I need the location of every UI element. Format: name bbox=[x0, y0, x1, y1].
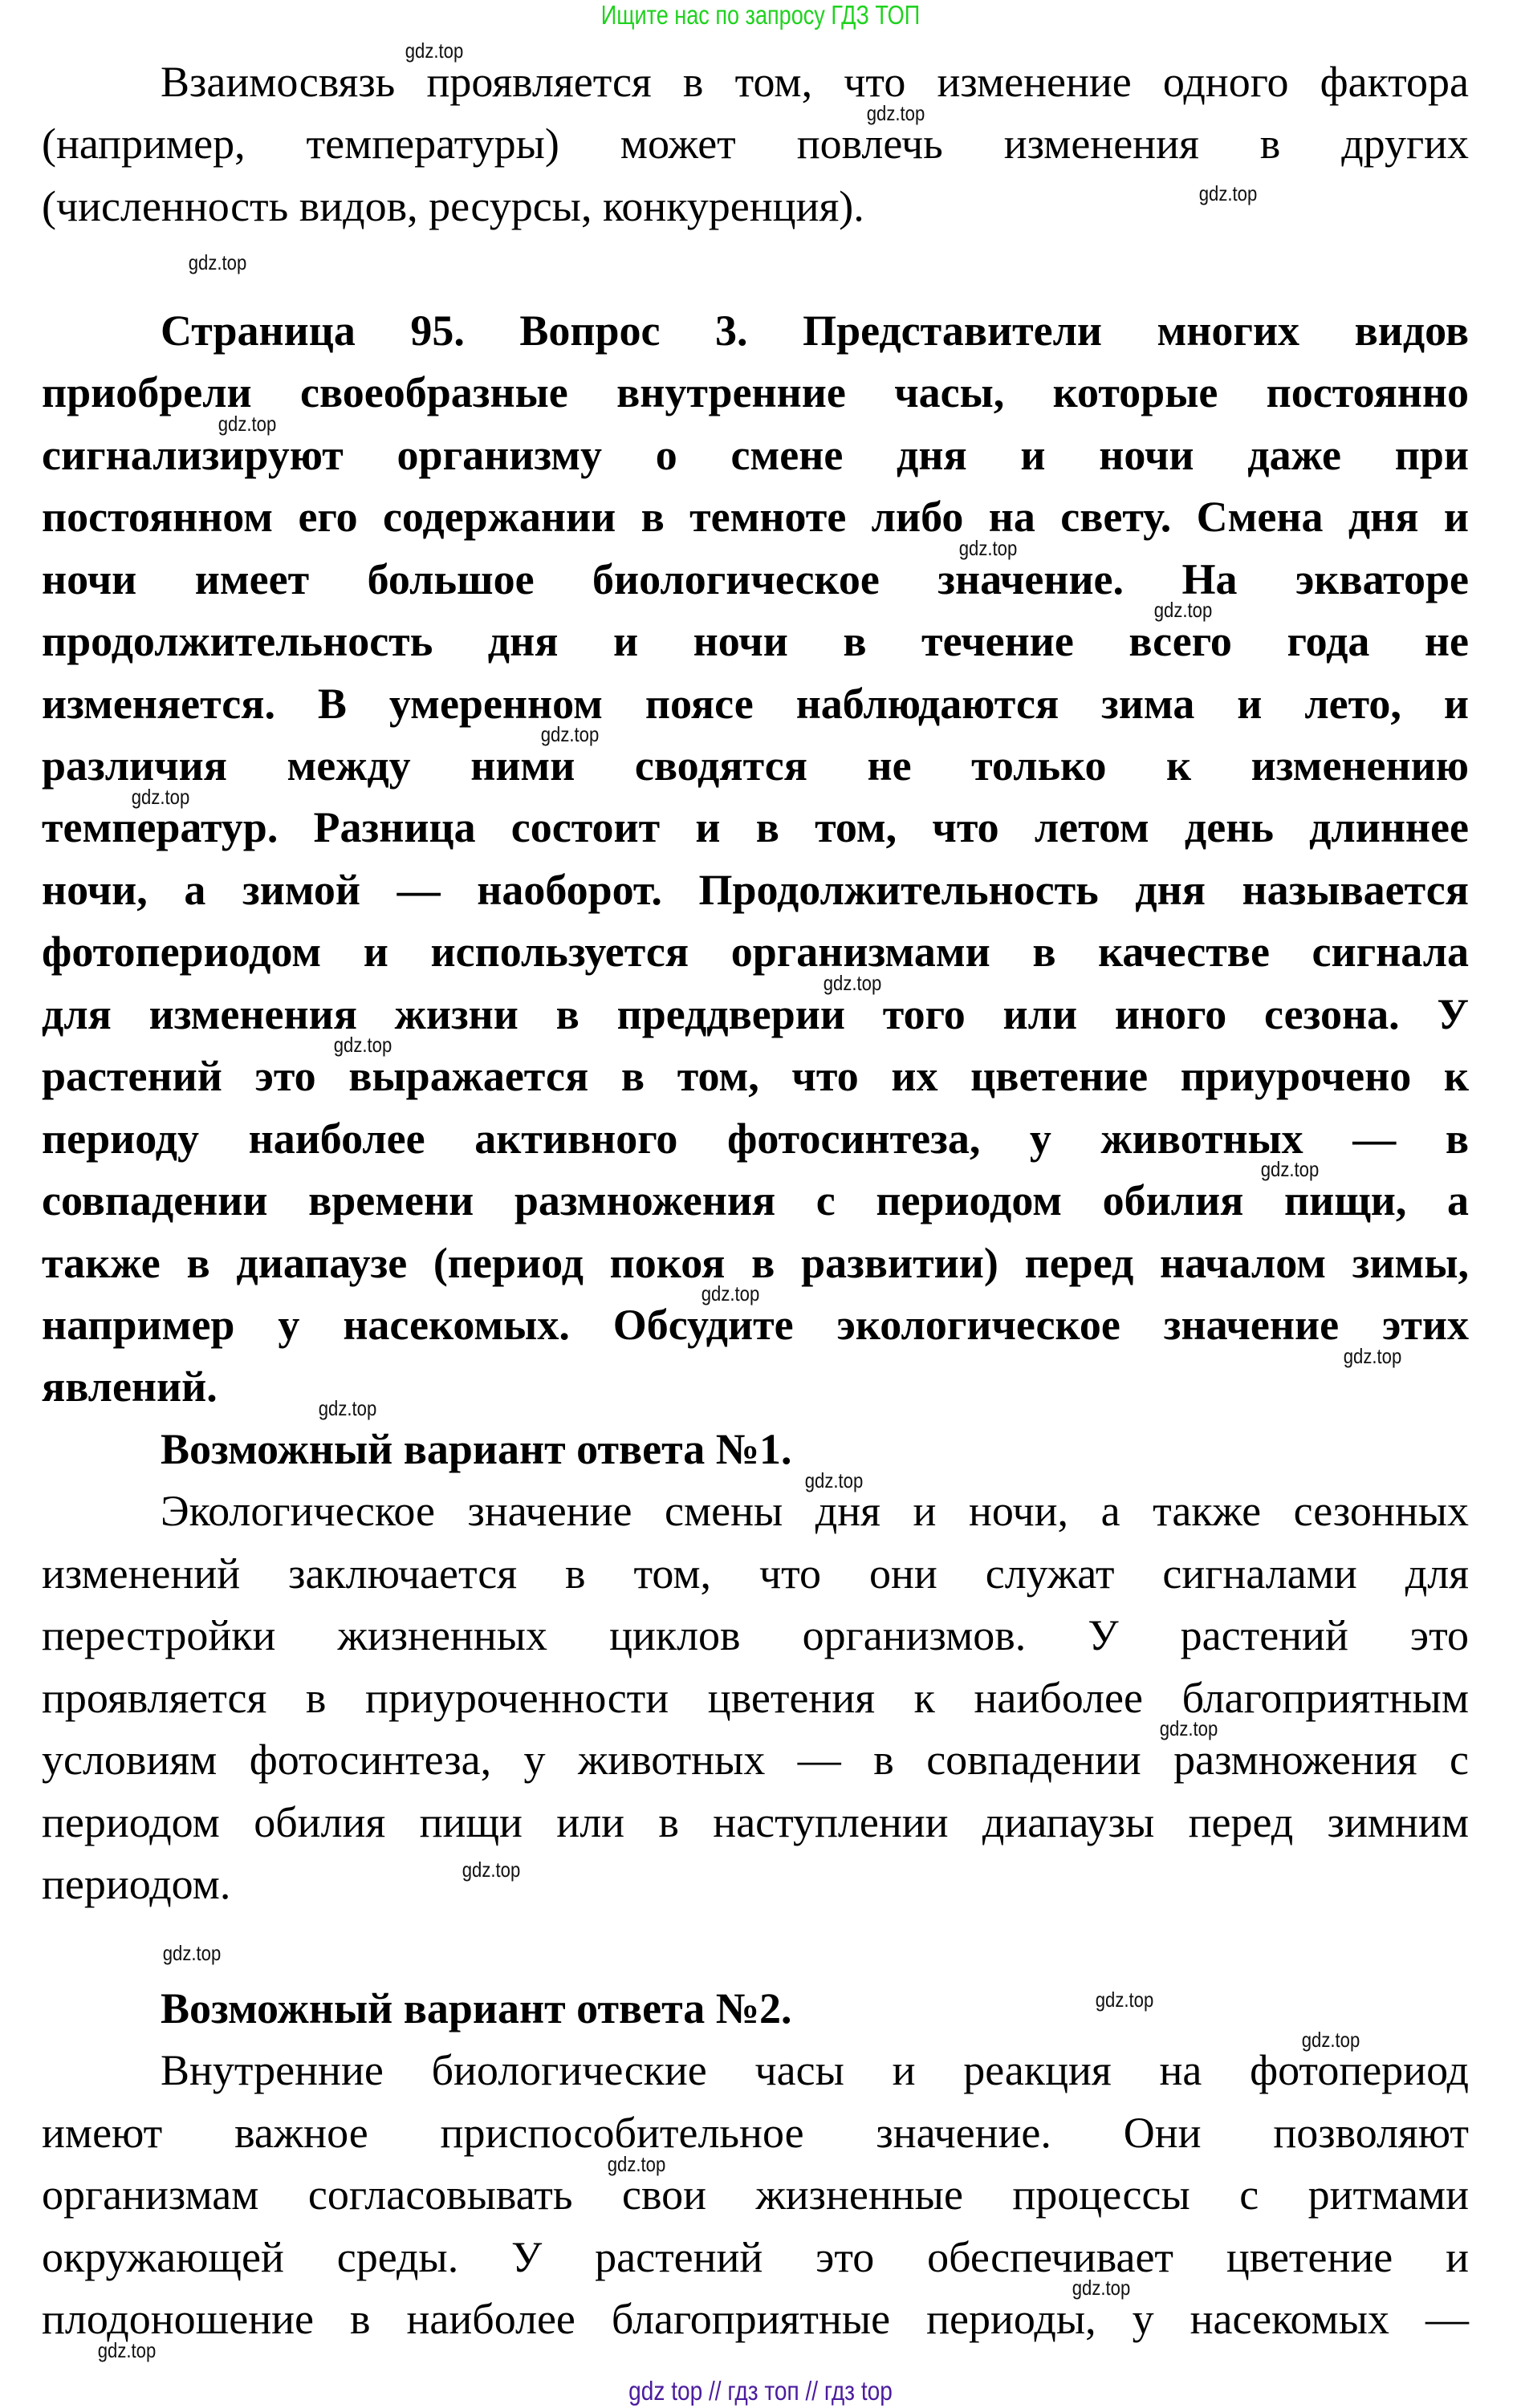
gdz-watermark: gdz.top bbox=[1072, 2276, 1131, 2300]
intro-paragraph-line: Взаимосвязь проявляется в том, что изменение одного фактора bbox=[161, 58, 1469, 106]
answer-2-paragraph-line: организмам согласовывать свои жизненные процессы с ритмами bbox=[42, 2170, 1469, 2219]
gdz-watermark: gdz.top bbox=[540, 722, 600, 747]
gdz-watermark: gdz.top bbox=[1153, 598, 1213, 623]
gdz-watermark: gdz.top bbox=[1260, 1157, 1319, 1182]
gdz-watermark: gdz.top bbox=[333, 1033, 392, 1058]
gdz-watermark: gdz.top bbox=[1198, 181, 1257, 205]
question-paragraph-line: явлений. bbox=[42, 1362, 218, 1411]
gdz-watermark: gdz.top bbox=[405, 39, 463, 63]
answer-1-paragraph-line: периодом обилия пищи или в наступлении диапаузы перед зимним bbox=[42, 1797, 1469, 1846]
search-banner: Ищите нас по запросу ГДЗ ТОП bbox=[600, 0, 921, 30]
question-paragraph-line: Страница 95. Вопрос 3. Представители многих видов bbox=[161, 306, 1469, 355]
gdz-watermark: gdz.top bbox=[959, 535, 1018, 560]
answer-1-paragraph-line: изменений заключается в том, что они служат сигналами для bbox=[42, 1549, 1469, 1598]
answer-2-paragraph-line: имеют важное приспособительное значение. Они позволяют bbox=[42, 2108, 1469, 2157]
question-paragraph-line: изменяется. В умеренном поясе наблюдаются зима и лето, и bbox=[42, 679, 1469, 728]
gdz-watermark: gdz.top bbox=[462, 1857, 521, 1882]
question-paragraph-line: совпадении времени размножения с периодом обилия пищи, а bbox=[42, 1176, 1469, 1225]
question-paragraph-line: для изменения жизни в преддверии того или иного сезона. У bbox=[42, 989, 1469, 1038]
gdz-watermark: gdz.top bbox=[1095, 1987, 1153, 2012]
question-paragraph-line: например у насекомых. Обсудите экологическое значение этих bbox=[42, 1301, 1469, 1349]
answer-1-paragraph-line: перестройки жизненных циклов организмов. У растений это bbox=[42, 1611, 1469, 1660]
question-paragraph-line: продолжительность дня и ночи в течение всего года не bbox=[42, 617, 1469, 666]
question-paragraph-line: ночи, а зимой — наоборот. Продолжительность дня называется bbox=[42, 865, 1469, 914]
answer-1-paragraph-line: Экологическое значение смены дня и ночи, а также сезонных bbox=[161, 1487, 1469, 1536]
gdz-watermark: gdz.top bbox=[1160, 1716, 1218, 1741]
gdz-watermark: gdz.top bbox=[97, 2337, 157, 2362]
footer-watermark: gdz top // гдз топ // гдз top bbox=[628, 2376, 893, 2406]
gdz-watermark: gdz.top bbox=[218, 411, 277, 436]
gdz-watermark: gdz.top bbox=[162, 1940, 221, 1965]
question-paragraph-line: периоду наиболее активного фотосинтеза, у животных — в bbox=[42, 1114, 1469, 1163]
question-paragraph-line: фотопериодом и используется организмами в качестве сигнала bbox=[42, 928, 1469, 977]
gdz-watermark: gdz.top bbox=[866, 100, 925, 125]
gdz-watermark: gdz.top bbox=[1302, 2027, 1360, 2052]
question-paragraph-line: различия между ними сводятся не только к изменению bbox=[42, 741, 1469, 790]
question-paragraph-line: также в диапаузе (период покоя в развитии) перед началом зимы, bbox=[42, 1238, 1469, 1287]
gdz-watermark: gdz.top bbox=[823, 971, 882, 996]
gdz-watermark: gdz.top bbox=[1344, 1343, 1402, 1368]
gdz-watermark: gdz.top bbox=[804, 1468, 864, 1492]
question-paragraph-line: ночи имеет большое биологическое значение. На экваторе bbox=[42, 554, 1469, 603]
answer-1-paragraph-line: условиям фотосинтеза, у животных — в совпадении размножения с bbox=[42, 1736, 1469, 1785]
question-paragraph-line: температур. Разница состоит и в том, что летом день длиннее bbox=[42, 803, 1469, 852]
answer-2-paragraph-line: Внутренние биологические часы и реакция на фотопериод bbox=[161, 2046, 1469, 2095]
answer-2-paragraph-line: окружающей среды. У растений это обеспечивает цветение и bbox=[42, 2232, 1469, 2281]
question-paragraph-line: постоянном его содержании в темноте либо на свету. Смена дня и bbox=[42, 493, 1469, 542]
question-paragraph-line: растений это выражается в том, что их цветение приурочено к bbox=[42, 1052, 1469, 1101]
gdz-watermark: gdz.top bbox=[189, 250, 247, 275]
answer-2-paragraph-line: плодоношение в наиболее благоприятные периоды, у насекомых — bbox=[42, 2295, 1469, 2344]
question-paragraph-line: приобрели своеобразные внутренние часы, которые постоянно bbox=[42, 368, 1469, 417]
answer-1-heading-line: Возможный вариант ответа №1. bbox=[161, 1424, 792, 1473]
gdz-watermark: gdz.top bbox=[607, 2151, 665, 2176]
answer-1-paragraph-line: проявляется в приуроченности цветения к наиболее благоприятным bbox=[42, 1673, 1469, 1722]
intro-paragraph-line: (например, температуры) может повлечь изменения в других bbox=[42, 120, 1469, 169]
answer-2-heading-line: Возможный вариант ответа №2. bbox=[161, 1984, 792, 2032]
gdz-watermark: gdz.top bbox=[701, 1281, 760, 1306]
answer-1-paragraph-line: периодом. bbox=[42, 1860, 231, 1909]
gdz-watermark: gdz.top bbox=[318, 1395, 377, 1420]
intro-paragraph-line: (численность видов, ресурсы, конкуренция). bbox=[42, 181, 864, 230]
question-paragraph-line: сигнализируют организму о смене дня и ночи даже при bbox=[42, 430, 1469, 479]
gdz-watermark: gdz.top bbox=[131, 784, 190, 809]
